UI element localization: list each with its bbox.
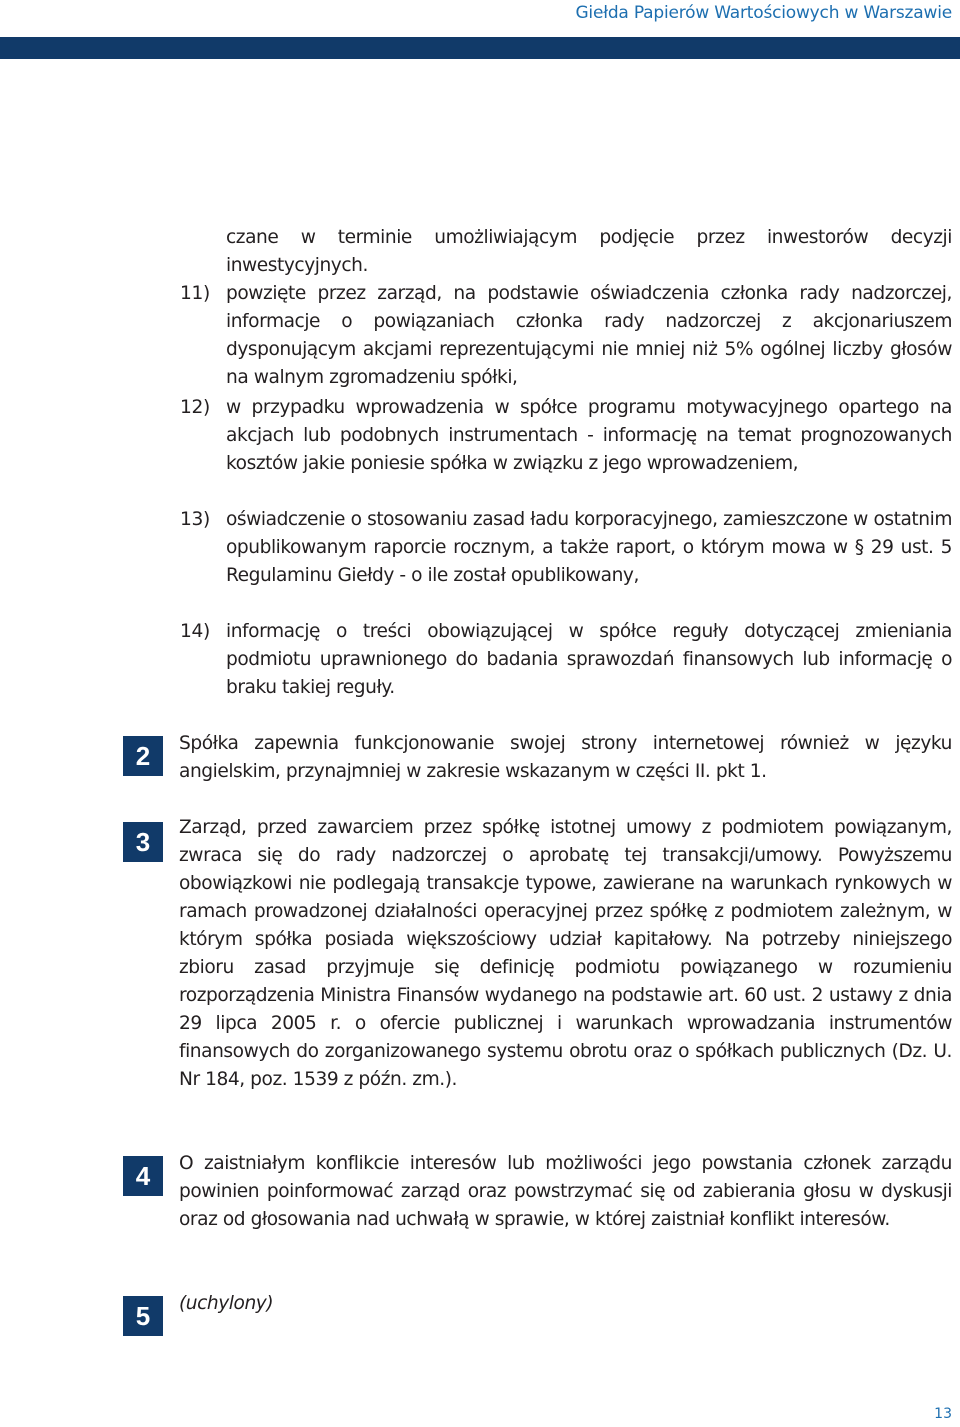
continuation-text: czane w terminie umożliwiającym podjęcie przez inwestorów decyzji inwestycyjnych.: [226, 227, 952, 276]
list-item-text: oświadczenie o stosowaniu zasad ładu korporacyjnego, zamieszczone w ostatnim opublikowanym raporcie rocznym, a także raport, o którym mowa w § 29 ust. 5 Regulaminu Giełdy - o ile został opublikowany,: [226, 509, 952, 586]
list-item-text: w przypadku wprowadzenia w spółce programu motywacyjnego opartego na akcjach lub podobnych instrumentach - informację na temat prognozowanych kosztów jakie poniesie spółka w związku z jego wprowadzeniem,: [226, 397, 952, 474]
list-item: [180, 280, 952, 392]
list-item: [180, 506, 952, 590]
list-item-number: 12): [180, 397, 211, 418]
section-paragraph: (uchylony): [179, 1293, 274, 1314]
section-paragraph: O zaistniałym konflikcie interesów lub możliwości jego powstania członek zarządu powinien poinformować zarząd oraz powstrzymać się od zabierania głosu w dyskusji oraz od głosowania nad uchwałą w sprawie, w której zaistniał konflikt interesów.: [179, 1153, 952, 1230]
header-bar: [0, 37, 960, 59]
list-item: [180, 394, 952, 478]
section-number-badge: 4: [123, 1156, 163, 1196]
section-paragraph: Spółka zapewnia funkcjonowanie swojej strony internetowej również w języku angielskim, przynajmniej w zakresie wskazanym w części II. pkt 1.: [179, 733, 952, 782]
list-item: [180, 618, 952, 702]
list-item-text: powzięte przez zarząd, na podstawie oświadczenia członka rady nadzorczej, informacje o powiązaniach członka rady nadzorczej z akcjonariuszem dysponującym akcjami reprezentującymi nie mniej niż 5% ogólnej liczby głosów na walnym zgromadzeniu spółki,: [226, 283, 952, 388]
list-item-number: 11): [180, 283, 211, 304]
page-number: 13: [934, 1406, 952, 1422]
section-number-badge: 2: [123, 736, 163, 776]
list-item-text: informację o treści obowiązującej w spółce reguły dotyczącej zmieniania podmiotu uprawnionego do badania sprawozdań finansowych lub informację o braku takiej reguły.: [226, 621, 952, 698]
header-title: Giełda Papierów Wartościowych w Warszawie: [575, 3, 952, 23]
section-number-badge: 5: [123, 1296, 163, 1336]
section-paragraph: Zarząd, przed zawarciem przez spółkę istotnej umowy z podmiotem powiązanym, zwraca się do rady nadzorczej o aprobatę tej transakcji/umowy. Powyższemu obowiązkowi nie podlegają transakcje typowe, zawierane na warunkach rynkowych w ramach prowadzonej działalności operacyjnej przez spółkę z podmiotem zależnym, w którym spółka posiada większościowy udział kapitałowy. Na potrzeby niniejszego zbioru zasad przyjmuje się definicję podmiotu powiązanego w rozumieniu rozporządzenia Ministra Finansów wydanego na podstawie art. 60 ust. 2 ustawy z dnia 29 lipca 2005 r. o ofercie publicznej i warunkach wprowadzania instrumentów finansowych do zorganizowanego systemu obrotu oraz o spółkach publicznych (Dz. U. Nr 184, poz. 1539 z późn. zm.).: [179, 817, 952, 1090]
list-item-number: 13): [180, 509, 211, 530]
section-number-badge: 3: [123, 822, 163, 862]
list-item-number: 14): [180, 621, 211, 642]
